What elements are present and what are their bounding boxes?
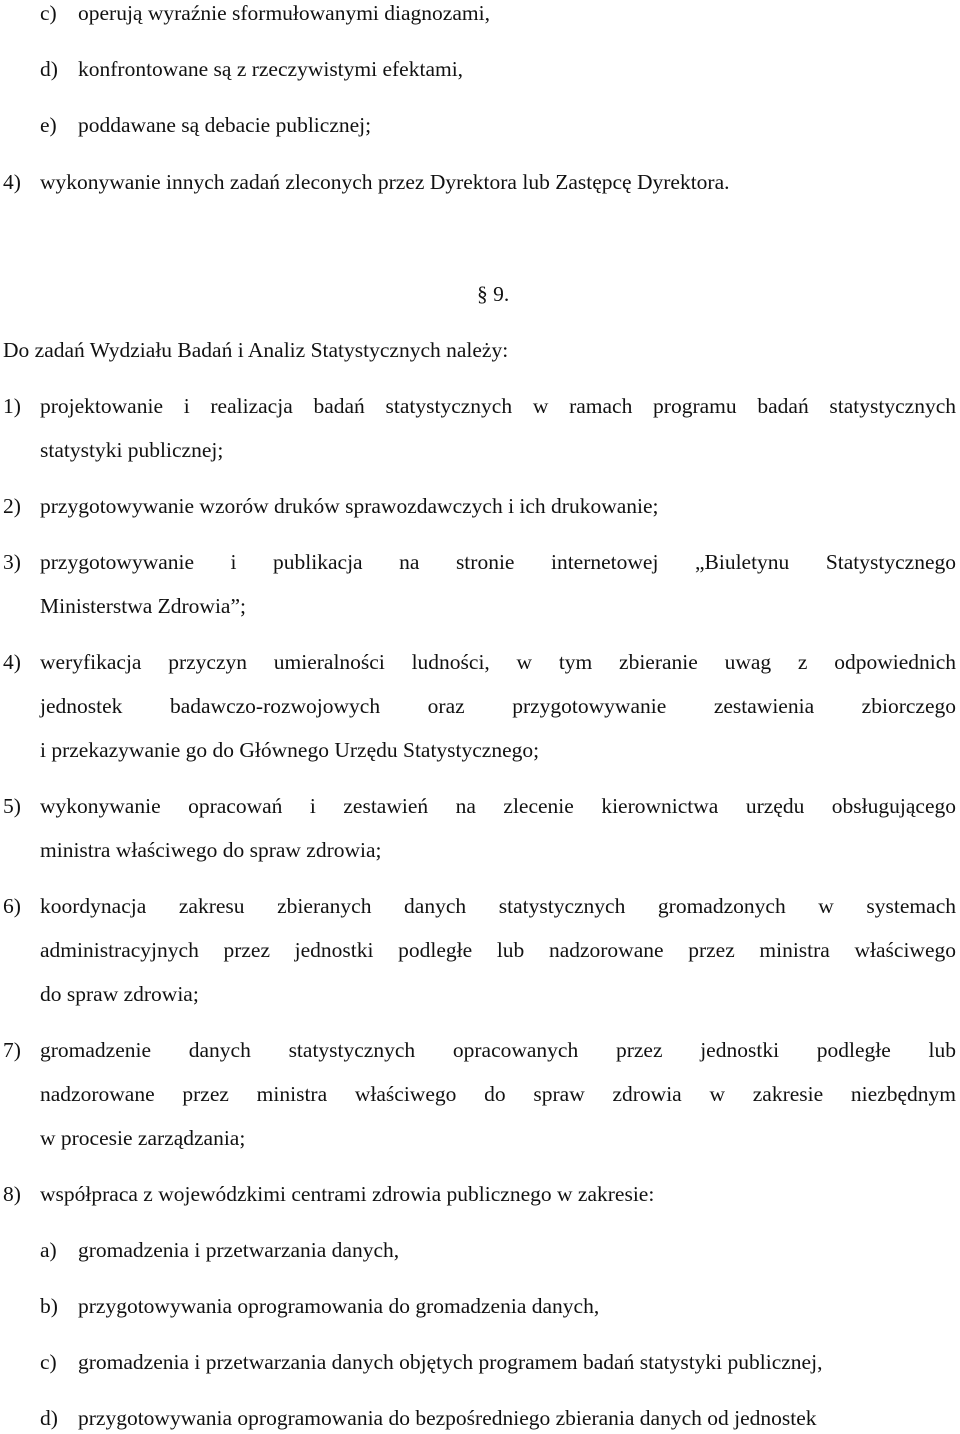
list-marker: a) xyxy=(40,1238,57,1262)
list-marker: b) xyxy=(40,1294,58,1318)
list-marker: e) xyxy=(40,113,57,137)
list-marker: 1) xyxy=(3,394,21,418)
list-item-text: gromadzenia i przetwarzania danych objętych programem badań statystyki publicznej, xyxy=(78,1350,823,1374)
list-item-text: wykonywanie opracowań i zestawień na zlecenie kierownictwa urzędu obsługującego xyxy=(40,794,956,818)
section-title: § 9. xyxy=(477,282,510,306)
list-marker: 7) xyxy=(3,1038,21,1062)
list-item-text: projektowanie i realizacja badań statystycznych w ramach programu badań statystycznych xyxy=(40,394,956,418)
list-item-text: gromadzenie danych statystycznych opracowanych przez jednostki podległe lub xyxy=(40,1038,956,1062)
list-marker: c) xyxy=(40,1,57,25)
list-marker: 6) xyxy=(3,894,21,918)
list-marker: 5) xyxy=(3,794,21,818)
list-marker: 4) xyxy=(3,170,21,194)
list-item-text: i przekazywanie go do Głównego Urzędu Statystycznego; xyxy=(40,738,540,762)
list-marker: 4) xyxy=(3,650,21,674)
list-marker: 2) xyxy=(3,494,21,518)
list-marker: 3) xyxy=(3,550,21,574)
list-item-text: konfrontowane są z rzeczywistymi efektami, xyxy=(78,57,464,81)
list-marker: d) xyxy=(40,57,58,81)
list-item-text: jednostek badawczo-rozwojowych oraz przygotowywanie zestawienia zbiorczego xyxy=(40,694,956,718)
list-item-text: współpraca z wojewódzkimi centrami zdrowia publicznego w zakresie: xyxy=(40,1182,655,1206)
list-marker: c) xyxy=(40,1350,57,1374)
list-marker: d) xyxy=(40,1406,58,1430)
section-intro: Do zadań Wydziału Badań i Analiz Statystycznych należy: xyxy=(3,338,509,362)
list-item-text: statystyki publicznej; xyxy=(40,438,224,462)
list-item-text: przygotowywania oprogramowania do bezpośredniego zbierania danych od jednostek xyxy=(78,1406,817,1430)
list-item-text: przygotowywanie wzorów druków sprawozdawczych i ich drukowanie; xyxy=(40,494,659,518)
list-item-text: weryfikacja przyczyn umieralności ludności, w tym zbieranie uwag z odpowiednich xyxy=(40,650,956,674)
list-item-text: gromadzenia i przetwarzania danych, xyxy=(78,1238,400,1262)
list-item-text: w procesie zarządzania; xyxy=(40,1126,246,1150)
list-item-text: ministra właściwego do spraw zdrowia; xyxy=(40,838,382,862)
list-item-text: administracyjnych przez jednostki podległe lub nadzorowane przez ministra właściwego xyxy=(40,938,956,962)
list-item-text: koordynacja zakresu zbieranych danych statystycznych gromadzonych w systemach xyxy=(40,894,956,918)
list-item-text: do spraw zdrowia; xyxy=(40,982,199,1006)
list-item-text: nadzorowane przez ministra właściwego do spraw zdrowia w zakresie niezbędnym xyxy=(40,1082,956,1106)
list-item-text: poddawane są debacie publicznej; xyxy=(78,113,372,137)
list-marker: 8) xyxy=(3,1182,21,1206)
list-item-text: operują wyraźnie sformułowanymi diagnozami, xyxy=(78,1,490,25)
list-item-text: Ministerstwa Zdrowia”; xyxy=(40,594,246,618)
list-item-text: przygotowywanie i publikacja na stronie internetowej „Biuletynu Statystycznego xyxy=(40,550,956,574)
list-item-text: przygotowywania oprogramowania do gromadzenia danych, xyxy=(78,1294,600,1318)
list-item-text: wykonywanie innych zadań zleconych przez Dyrektora lub Zastępcę Dyrektora. xyxy=(40,170,730,194)
